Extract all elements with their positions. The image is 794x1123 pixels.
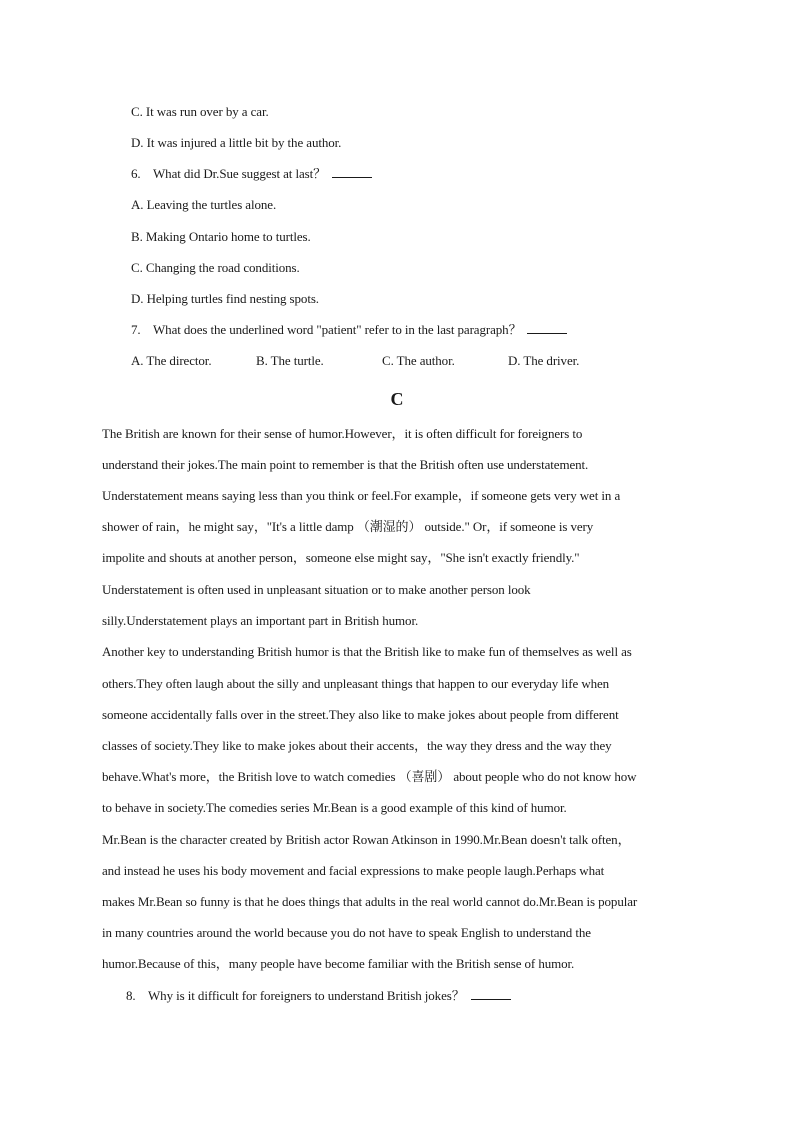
answer-blank: [527, 332, 567, 334]
passage-line: understand their jokes.The main point to remember is that the British often use understatement.: [102, 457, 589, 472]
passage-line: others.They often laugh about the silly and unpleasant things that happen to our everyday life when: [102, 676, 610, 691]
question-text: Why is it difficult for foreigners to understand British jokes？: [148, 988, 465, 1003]
question-text: What did Dr.Sue suggest at last？: [153, 166, 326, 181]
q6-option-d: D. Helping turtles find nesting spots.: [131, 291, 319, 306]
answer-blank: [471, 998, 511, 1000]
q6-option-b: B. Making Ontario home to turtles.: [131, 229, 311, 244]
question-number: 6.: [131, 166, 141, 181]
question-number: 7.: [131, 322, 141, 337]
question-6: [131, 166, 372, 182]
passage-line: and instead he uses his body movement and facial expressions to make people laugh.Perhaps what: [102, 863, 605, 878]
answer-blank: [332, 176, 372, 178]
passage-line: Another key to understanding British humor is that the British like to make fun of themselves as well as: [102, 644, 632, 659]
passage-line: humor.Because of this，many people have become familiar with the British sense of humor.: [102, 956, 575, 971]
passage-line: someone accidentally falls over in the street.They also like to make jokes about people from different: [102, 707, 619, 722]
passage-line: The British are known for their sense of humor.However，it is often difficult for foreigners to: [102, 426, 583, 441]
q5-option-d: D. It was injured a little bit by the author.: [131, 135, 342, 150]
q7-option-a: A. The director.: [131, 353, 212, 368]
passage-line: Mr.Bean is the character created by British actor Rowan Atkinson in 1990.Mr.Bean doesn't talk often，: [102, 832, 631, 847]
question-7: [131, 322, 567, 338]
passage-line: classes of society.They like to make jokes about their accents，the way they dress and the way they: [102, 738, 612, 753]
passage-line: in many countries around the world because you do not have to speak English to understand the: [102, 925, 591, 940]
q5-option-c: C. It was run over by a car.: [131, 104, 269, 119]
q6-option-c: C. Changing the road conditions.: [131, 260, 300, 275]
section-heading: C: [390, 389, 404, 409]
passage-line: behave.What's more，the British love to watch comedies （喜剧） about people who do not know how: [102, 769, 637, 784]
q7-option-b: B. The turtle.: [256, 353, 324, 368]
passage-line: silly.Understatement plays an important part in British humor.: [102, 613, 419, 628]
passage-line: to behave in society.The comedies series Mr.Bean is a good example of this kind of humor.: [102, 800, 567, 815]
q7-option-d: D. The driver.: [508, 353, 580, 368]
q7-option-c: C. The author.: [382, 353, 455, 368]
passage-line: impolite and shouts at another person，someone else might say，"She isn't exactly friendly.": [102, 550, 580, 565]
passage-line: shower of rain，he might say，"It's a little damp （潮湿的） outside." Or，if someone is very: [102, 519, 594, 534]
question-text: What does the underlined word "patient" refer to in the last paragraph？: [153, 322, 522, 337]
question-8: [126, 988, 511, 1004]
passage-line: Understatement means saying less than you think or feel.For example，if someone gets very wet in a: [102, 488, 621, 503]
passage-line: Understatement is often used in unpleasant situation or to make another person look: [102, 582, 531, 597]
question-number: 8.: [126, 988, 136, 1003]
q6-option-a: A. Leaving the turtles alone.: [131, 197, 277, 212]
passage-line: makes Mr.Bean so funny is that he does things that adults in the real world cannot do.Mr.Bean is popular: [102, 894, 638, 909]
